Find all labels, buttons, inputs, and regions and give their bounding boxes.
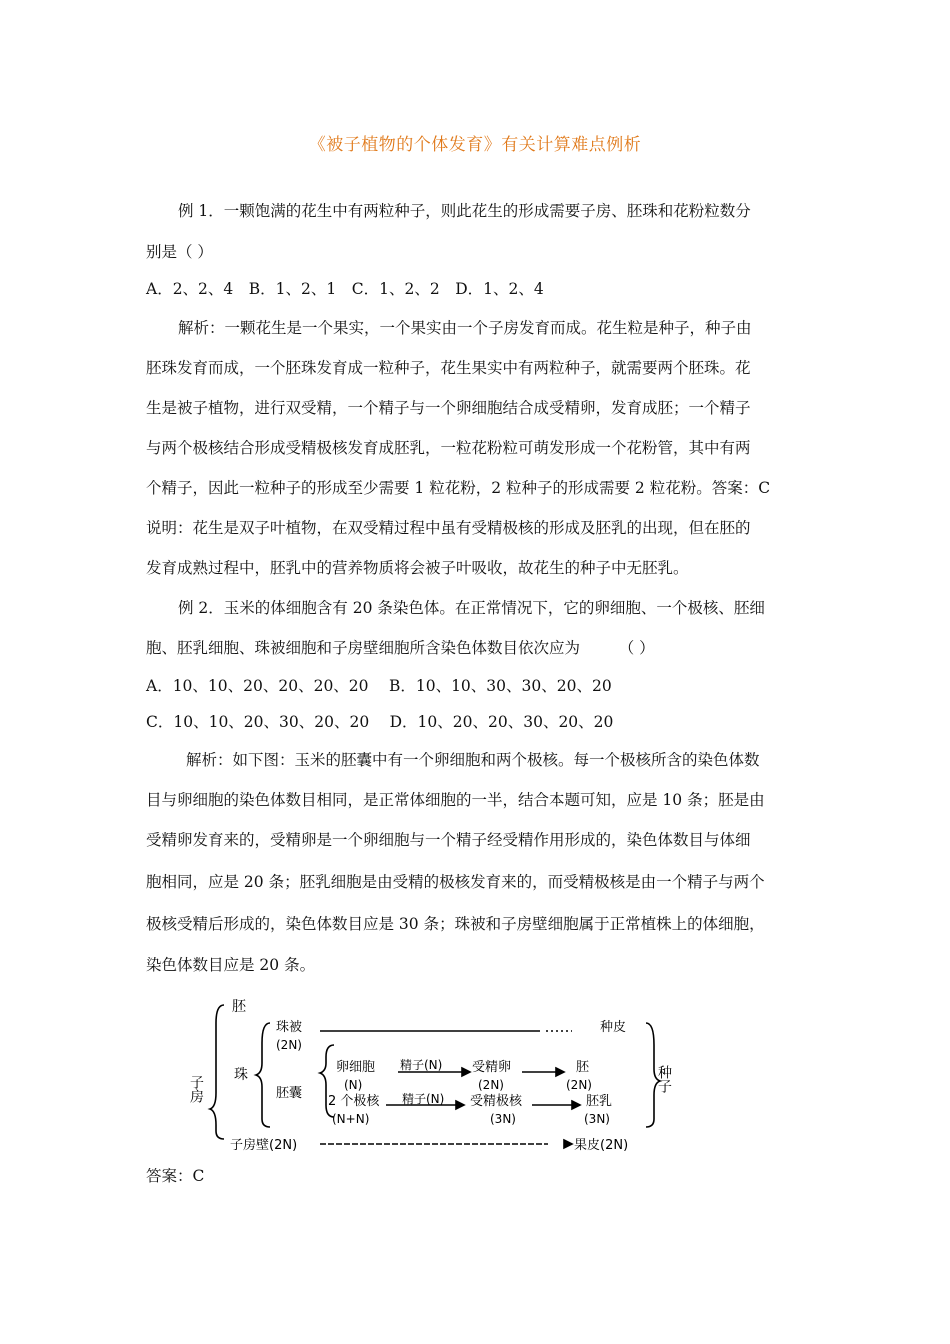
ovary-wall-label: 子房壁(2N) — [230, 1138, 298, 1153]
embryo-label: 胚 — [576, 1060, 590, 1075]
example1-analysis-line-4: 与两个极核结合形成受精极核发育成胚乳，一粒花粉粒可萌发形成一个花粉管，其中有两 — [146, 439, 751, 457]
example1-analysis-line-3: 生是被子植物，进行双受精，一个精子与一个卵细胞结合成受精卵，发育成胚；一个精子 — [146, 399, 751, 417]
example1-question-line-2: 别是（ ） — [146, 243, 213, 261]
example1-analysis-line-7: 发育成熟过程中，胚乳中的营养物质将会被子叶吸收，故花生的种子中无胚乳。 — [146, 559, 689, 577]
embryo-ploidy: (2N) — [566, 1078, 592, 1092]
example2-option-cd: C．10、10、20、30、20、20 D．10、20、20、30、20、20 — [146, 713, 614, 731]
example1-analysis-line-5: 个精子，因此一粒种子的形成至少需要 1 粒花粉，2 粒种子的形成需要 2 粒花粉。答案：C — [146, 479, 771, 497]
fertilized-polar-ploidy: (3N) — [490, 1112, 516, 1126]
ovary-label: 子房 — [188, 1075, 204, 1103]
ovule-label: 珠 — [234, 1067, 248, 1083]
seed-coat-label: 种皮 — [600, 1020, 627, 1035]
example2-question-line-2: 胞、胚乳细胞、珠被细胞和子房壁细胞所含染色体数目依次应为 （ ） — [146, 639, 655, 657]
top-cut-label: 胚 — [232, 999, 246, 1015]
egg-label: 卵细胞 — [336, 1060, 376, 1075]
ovule-brace — [256, 1023, 270, 1127]
example1-analysis-line-1: 解析：一颗花生是一个果实，一个果实由一个子房发育而成。花生粒是种子，种子由 — [178, 319, 752, 337]
ovary-development-diagram — [180, 993, 680, 1168]
integument-ploidy: (2N) — [276, 1038, 302, 1052]
embryo-sac-label: 胚囊 — [276, 1086, 303, 1101]
sperm-label-1: 精子(N) — [400, 1058, 443, 1072]
example2-analysis-line-1: 解析：如下图：玉米的胚囊中有一个卵细胞和两个极核。每一个极核所含的染色体数 — [186, 751, 760, 769]
example1-options: A．2、2、4 B．1、2、1 C．1、2、2 D．1、2、4 — [146, 280, 544, 298]
example2-analysis-line-6: 染色体数目应是 20 条。 — [146, 956, 316, 974]
zygote-label: 受精卵 — [472, 1060, 512, 1075]
zygote-ploidy: (2N) — [478, 1078, 504, 1092]
example2-analysis-line-3: 受精卵发育来的，受精卵是一个卵细胞与一个精子经受精作用形成的，染色体数目与体细 — [146, 831, 751, 849]
sperm-label-2: 精子(N) — [402, 1092, 445, 1106]
seed-label: 种子 — [656, 1065, 672, 1093]
arrow-head — [462, 1068, 470, 1076]
endosperm-ploidy: (3N) — [584, 1112, 610, 1126]
endosperm-label: 胚乳 — [586, 1094, 613, 1109]
example2-question-line-1: 例 2．玉米的体细胞含有 20 条染色体。在正常情况下，它的卵细胞、一个极核、胚细 — [178, 599, 765, 617]
example1-analysis-line-2: 胚珠发育而成，一个胚珠发育成一粒种子，花生果实中有两粒种子，就需要两个胚珠。花 — [146, 359, 751, 377]
example1-analysis-line-6: 说明：花生是双子叶植物，在双受精过程中虽有受精极核的形成及胚乳的出现，但在胚的 — [146, 519, 751, 537]
integument-label: 珠被 — [276, 1020, 303, 1035]
polar-nuclei-label: 2 个极核 — [328, 1094, 380, 1109]
polar-nuclei-ploidy: (N+N) — [332, 1112, 370, 1126]
example2-option-ab: A．10、10、20、20、20、20 B．10、10、30、30、20、20 — [146, 677, 612, 695]
example1-question-line-1: 例 1．一颗饱满的花生中有两粒种子，则此花生的形成需要子房、胚珠和花粉粒数分 — [178, 202, 751, 220]
ovary-brace — [210, 1005, 224, 1139]
egg-ploidy: (N) — [344, 1078, 363, 1092]
pericarp-label: 果皮(2N) — [574, 1138, 629, 1153]
fertilized-polar-label: 受精极核 — [470, 1094, 523, 1109]
page-title: 《被子植物的个体发育》有关计算难点例析 — [308, 135, 642, 155]
example2-answer: 答案：C — [146, 1167, 205, 1185]
example2-analysis-line-2: 目与卵细胞的染色体数目相同，是正常体细胞的一半，结合本题可知，应是 10 条；胚是由 — [146, 791, 765, 809]
example2-analysis-line-4: 胞相同，应是 20 条；胚乳细胞是由受精的极核发育来的，而受精极核是由一个精子与两个 — [146, 873, 765, 891]
example2-analysis-line-5: 极核受精后形成的，染色体数目应是 30 条；珠被和子房壁细胞属于正常植株上的体细胞， — [146, 915, 765, 933]
